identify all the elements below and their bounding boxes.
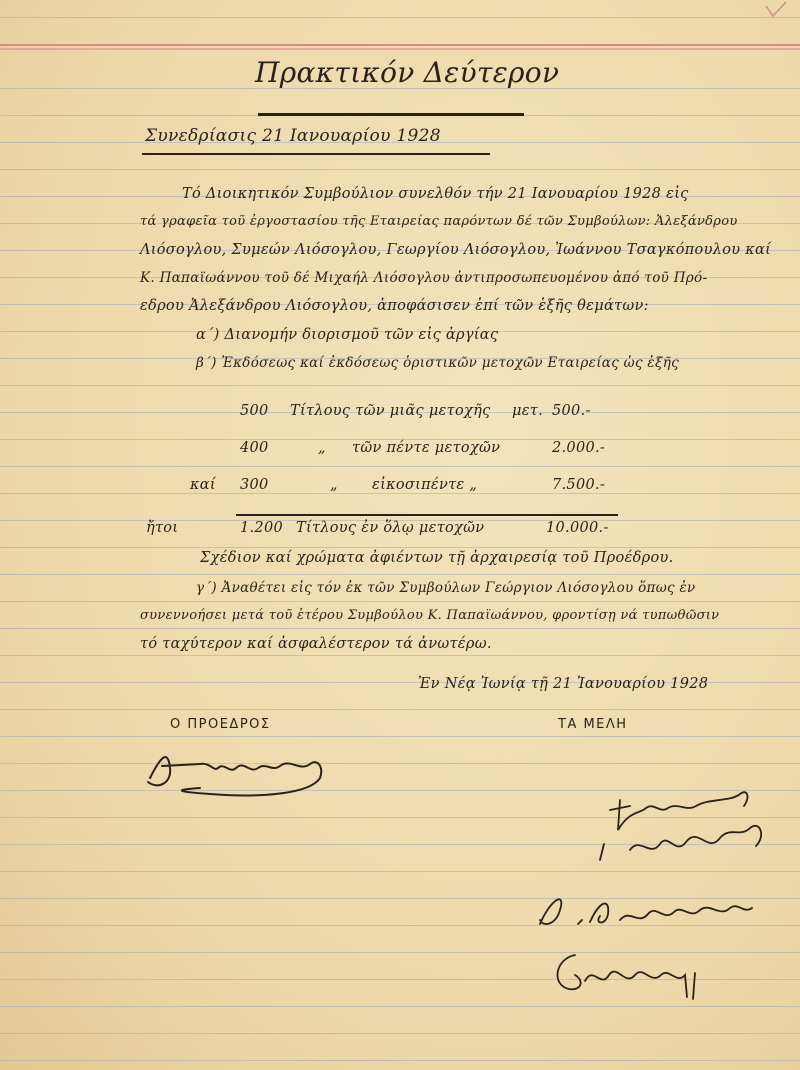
table-qty: 300 <box>240 477 269 493</box>
table-qty: 400 <box>240 440 269 456</box>
table-unit: μετ. <box>512 403 544 419</box>
design-note: Σχέδιον καί χρώματα ἀφιέντων τῇ ἀρχαιρεσίᾳ τοῦ Προέδρου. <box>200 550 674 566</box>
table-value: 2.000.- <box>552 440 606 456</box>
paragraph-line: γ΄) Ἀναθέτει εἰς τόν ἐκ τῶν Συμβούλων Γεώργιον Λιόσογλου ὅπως ἐν <box>196 580 696 596</box>
table-prefix: καί <box>190 477 216 493</box>
paragraph-line: εδρου Ἀλεξάνδρου Λιόσογλου, ἀποφάσισεν ἐπί τῶν ἑξῆς θεμάτων: <box>140 298 649 314</box>
table-desc: τῶν πέντε μετοχῶν <box>352 440 501 456</box>
table-desc: Τίτλους ἐν ὅλῳ μετοχῶν <box>296 520 485 536</box>
title-underline <box>258 113 524 116</box>
agenda-item-a: α΄) Διανομήν διορισμοῦ τῶν εἰς ἀργίας <box>196 327 499 343</box>
table-ditto: „ <box>330 477 338 493</box>
table-value: 10.000.- <box>546 520 609 536</box>
member-signature-papaioannou <box>590 780 780 880</box>
table-prefix: ἤτοι <box>146 520 179 536</box>
member-signature-third <box>545 945 715 1005</box>
paragraph-line: συνεννοήσει μετά τοῦ ἑτέρου Συμβούλου Κ. Παπαϊωάννου, φροντίσῃ νά τυπωθῶσιν <box>140 608 720 623</box>
members-label: ΤΑ ΜΕΛΗ <box>558 717 628 732</box>
table-ditto: „ <box>318 440 326 456</box>
table-desc: Τίτλους τῶν μιᾶς μετοχῆς <box>290 403 491 419</box>
table-qty: 500 <box>240 403 269 419</box>
session-heading: Συνεδρίασις 21 Ιανουαρίου 1928 <box>145 126 441 146</box>
paragraph-line: τό ταχύτερον καί ἀσφαλέστερον τά ἀνωτέρω. <box>140 636 492 652</box>
president-signature <box>140 738 340 808</box>
president-label: Ο ΠΡΟΕΔΡΟΣ <box>170 717 271 732</box>
place-date: Ἐν Νέᾳ Ἰωνίᾳ τῇ 21 Ἰανουαρίου 1928 <box>418 676 709 692</box>
paragraph-line: τά γραφεῖα τοῦ ἐργοστασίου τῆς Εταιρείας παρόντων δέ τῶν Συμβούλων: Ἀλεξάνδρου <box>140 214 738 229</box>
table-value: 500.- <box>552 403 591 419</box>
top-margin-line-2 <box>0 48 800 50</box>
paragraph-line: Κ. Παπαϊωάννου τοῦ δέ Μιχαήλ Λιόσογλου ἀντιπροσωπευομένου ἀπό τοῦ Πρό- <box>140 270 708 286</box>
top-margin-line <box>0 44 800 46</box>
session-underline <box>142 153 490 155</box>
paragraph-line: Λιόσογλου, Συμεών Λιόσογλου, Γεωργίου Λιόσογλου, Ἰωάννου Τσαγκόπουλου καί <box>140 242 772 258</box>
table-qty: 1.200 <box>240 520 284 536</box>
document-title: Πρακτικόν Δεύτερον <box>255 56 560 89</box>
member-signature-liosoglou <box>530 880 770 940</box>
table-desc: εἰκοσιπέντε „ <box>372 477 478 493</box>
paragraph-line: Τό Διοικητικόν Συμβούλιον συνελθόν τήν 21 Ιανουαρίου 1928 εἰς <box>182 186 689 202</box>
check-mark-icon <box>760 0 790 22</box>
table-value: 7.500.- <box>552 477 606 493</box>
table-sum-rule <box>236 514 618 516</box>
agenda-item-b: β΄) Ἐκδόσεως καί ἐκδόσεως ὁριστικῶν μετοχῶν Εταιρείας ὡς ἑξῆς <box>196 355 679 371</box>
